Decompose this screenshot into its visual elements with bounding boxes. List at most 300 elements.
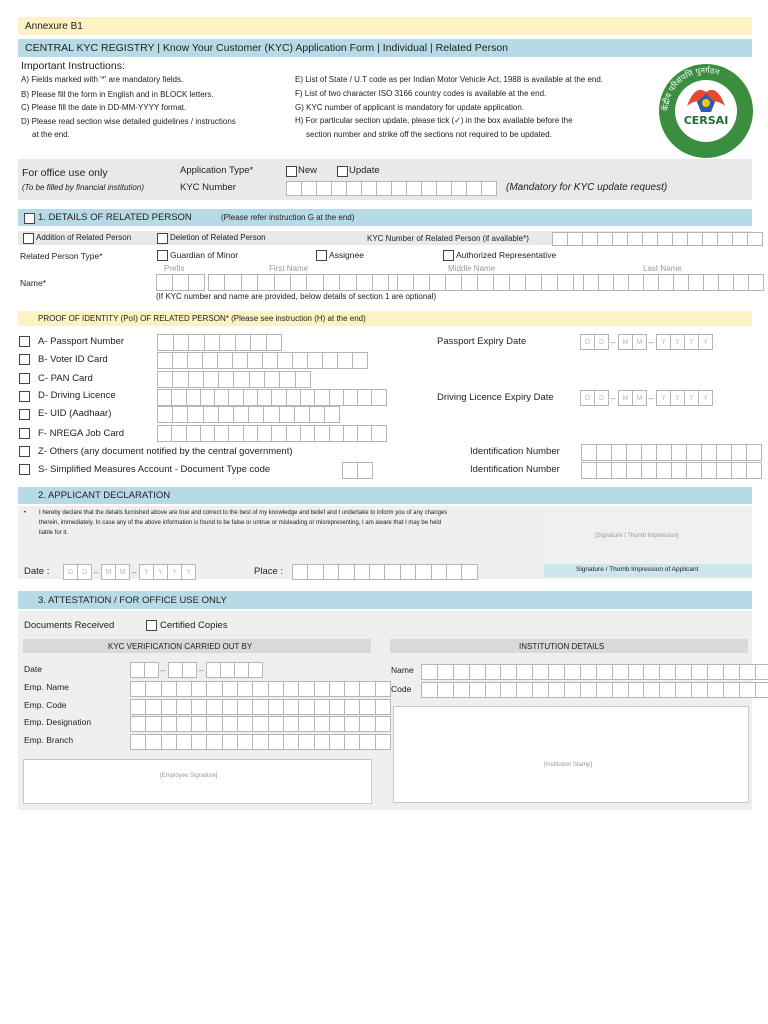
char-box[interactable] [359, 699, 375, 715]
char-box[interactable] [477, 274, 494, 291]
char-box[interactable] [241, 274, 258, 291]
char-box[interactable] [406, 181, 422, 196]
char-box[interactable] [437, 664, 454, 680]
emp-designation-input[interactable] [130, 716, 390, 732]
char-box[interactable] [172, 406, 188, 423]
char-box[interactable] [257, 389, 272, 406]
pan-input[interactable] [157, 371, 310, 388]
char-box[interactable] [481, 181, 497, 196]
middle-name-input[interactable] [397, 274, 589, 291]
char-box[interactable] [300, 425, 315, 442]
char-box[interactable] [628, 664, 645, 680]
char-box[interactable] [703, 274, 719, 291]
char-box[interactable] [627, 232, 643, 246]
char-box[interactable] [485, 664, 502, 680]
char-box[interactable] [564, 682, 581, 698]
char-box[interactable] [145, 681, 161, 697]
char-box[interactable] [307, 352, 323, 369]
char-box[interactable] [384, 564, 400, 580]
date-char-box[interactable]: D [594, 334, 609, 350]
char-box[interactable] [268, 716, 284, 732]
char-box[interactable] [731, 444, 747, 461]
date-char-box[interactable]: M [618, 390, 633, 406]
char-box[interactable] [186, 425, 201, 442]
char-box[interactable] [214, 389, 229, 406]
char-box[interactable] [357, 462, 373, 479]
char-box[interactable] [671, 462, 687, 479]
inst-code-input[interactable] [421, 682, 768, 698]
char-box[interactable] [187, 352, 203, 369]
char-box[interactable] [437, 682, 454, 698]
char-box[interactable] [344, 681, 360, 697]
date-char-box[interactable] [182, 662, 197, 678]
char-box[interactable] [233, 406, 249, 423]
date-char-box[interactable]: D [594, 390, 609, 406]
char-box[interactable] [314, 681, 330, 697]
char-box[interactable] [436, 181, 452, 196]
char-box[interactable] [597, 232, 613, 246]
char-box[interactable] [171, 425, 186, 442]
char-box[interactable] [271, 389, 286, 406]
char-box[interactable] [228, 425, 243, 442]
char-box[interactable] [268, 681, 284, 697]
date-char-box[interactable]: Y [670, 334, 685, 350]
date-char-box[interactable]: M [632, 334, 647, 350]
char-box[interactable] [421, 664, 438, 680]
char-box[interactable] [237, 699, 253, 715]
new-checkbox[interactable] [286, 166, 297, 177]
char-box[interactable] [274, 274, 291, 291]
char-box[interactable] [200, 389, 215, 406]
char-box[interactable] [343, 425, 358, 442]
char-box[interactable] [371, 425, 386, 442]
prefix-input[interactable] [156, 274, 204, 291]
char-box[interactable] [500, 664, 517, 680]
char-box[interactable] [218, 371, 234, 388]
char-box[interactable] [161, 734, 177, 750]
addition-checkbox[interactable] [23, 233, 34, 244]
char-box[interactable] [219, 334, 236, 351]
employee-signature-box[interactable] [23, 759, 372, 804]
char-box[interactable] [613, 274, 629, 291]
char-box[interactable] [485, 682, 502, 698]
char-box[interactable] [431, 564, 447, 580]
char-box[interactable] [453, 682, 470, 698]
voter-id-input[interactable] [157, 352, 367, 369]
char-box[interactable] [346, 181, 362, 196]
char-box[interactable] [343, 389, 358, 406]
date-char-box[interactable] [234, 662, 249, 678]
char-box[interactable] [755, 682, 768, 698]
char-box[interactable] [203, 371, 219, 388]
char-box[interactable] [397, 274, 414, 291]
char-box[interactable] [173, 334, 190, 351]
char-box[interactable] [657, 232, 673, 246]
char-box[interactable] [702, 232, 718, 246]
char-box[interactable] [421, 682, 438, 698]
char-box[interactable] [707, 664, 724, 680]
char-box[interactable] [739, 664, 756, 680]
place-input[interactable] [292, 564, 477, 580]
char-box[interactable] [532, 682, 549, 698]
char-box[interactable] [161, 699, 177, 715]
char-box[interactable] [290, 274, 307, 291]
char-box[interactable] [279, 406, 295, 423]
char-box[interactable] [292, 352, 308, 369]
char-box[interactable] [675, 664, 692, 680]
char-box[interactable] [359, 716, 375, 732]
char-box[interactable] [755, 664, 768, 680]
char-box[interactable] [298, 716, 314, 732]
char-box[interactable] [252, 716, 268, 732]
char-box[interactable] [469, 664, 486, 680]
passport-checkbox[interactable] [19, 336, 30, 347]
char-box[interactable] [687, 232, 703, 246]
char-box[interactable] [338, 564, 354, 580]
char-box[interactable] [252, 699, 268, 715]
char-box[interactable] [268, 734, 284, 750]
char-box[interactable] [718, 274, 734, 291]
char-box[interactable] [375, 699, 391, 715]
char-box[interactable] [186, 389, 201, 406]
char-box[interactable] [688, 274, 704, 291]
char-box[interactable] [222, 716, 238, 732]
nrega-input[interactable] [157, 425, 386, 442]
char-box[interactable] [701, 462, 717, 479]
date-char-box[interactable]: D [580, 390, 595, 406]
first-name-input[interactable] [208, 274, 405, 291]
char-box[interactable] [400, 564, 416, 580]
char-box[interactable] [203, 406, 219, 423]
char-box[interactable] [145, 716, 161, 732]
char-box[interactable] [314, 389, 329, 406]
char-box[interactable] [446, 564, 462, 580]
deletion-checkbox[interactable] [157, 233, 168, 244]
char-box[interactable] [525, 274, 542, 291]
char-box[interactable] [717, 232, 733, 246]
char-box[interactable] [581, 444, 597, 461]
char-box[interactable] [217, 352, 233, 369]
char-box[interactable] [268, 699, 284, 715]
char-box[interactable] [583, 274, 599, 291]
char-box[interactable] [701, 444, 717, 461]
char-box[interactable] [337, 352, 353, 369]
char-box[interactable] [612, 682, 629, 698]
char-box[interactable] [500, 682, 517, 698]
char-box[interactable] [172, 371, 188, 388]
char-box[interactable] [323, 274, 340, 291]
emp-date-input[interactable] [130, 662, 262, 678]
char-box[interactable] [188, 334, 205, 351]
char-box[interactable] [451, 181, 467, 196]
char-box[interactable] [357, 425, 372, 442]
voter-id-checkbox[interactable] [19, 354, 30, 365]
char-box[interactable] [371, 389, 386, 406]
date-char-box[interactable]: Y [656, 334, 671, 350]
char-box[interactable] [723, 664, 740, 680]
char-box[interactable] [691, 664, 708, 680]
date-char-box[interactable]: M [101, 564, 116, 580]
char-box[interactable] [509, 274, 526, 291]
date-char-box[interactable]: Y [139, 564, 154, 580]
certified-copies-checkbox[interactable] [146, 620, 157, 631]
char-box[interactable] [306, 274, 323, 291]
emp-name-input[interactable] [130, 681, 390, 697]
char-box[interactable] [413, 274, 430, 291]
char-box[interactable] [286, 425, 301, 442]
char-box[interactable] [206, 681, 222, 697]
char-box[interactable] [723, 682, 740, 698]
char-box[interactable] [314, 425, 329, 442]
char-box[interactable] [300, 389, 315, 406]
char-box[interactable] [257, 274, 274, 291]
char-box[interactable] [626, 462, 642, 479]
char-box[interactable] [361, 181, 377, 196]
char-box[interactable] [344, 699, 360, 715]
char-box[interactable] [277, 352, 293, 369]
dl-expiry-input[interactable] [580, 390, 712, 406]
char-box[interactable] [596, 444, 612, 461]
char-box[interactable] [564, 664, 581, 680]
char-box[interactable] [243, 389, 258, 406]
char-box[interactable] [552, 232, 568, 246]
char-box[interactable] [295, 371, 311, 388]
char-box[interactable] [445, 274, 462, 291]
char-box[interactable] [329, 389, 344, 406]
char-box[interactable] [375, 716, 391, 732]
char-box[interactable] [237, 681, 253, 697]
passport-number-input[interactable] [157, 334, 281, 351]
char-box[interactable] [157, 352, 173, 369]
char-box[interactable] [354, 564, 370, 580]
char-box[interactable] [263, 406, 279, 423]
char-box[interactable] [292, 564, 308, 580]
char-box[interactable] [298, 734, 314, 750]
char-box[interactable] [262, 352, 278, 369]
char-box[interactable] [461, 274, 478, 291]
char-box[interactable] [202, 352, 218, 369]
char-box[interactable] [656, 462, 672, 479]
driving-licence-input[interactable] [157, 389, 386, 406]
char-box[interactable] [228, 389, 243, 406]
char-box[interactable] [145, 699, 161, 715]
char-box[interactable] [493, 274, 510, 291]
char-box[interactable] [469, 682, 486, 698]
passport-expiry-input[interactable] [580, 334, 712, 350]
char-box[interactable] [686, 462, 702, 479]
char-box[interactable] [171, 389, 186, 406]
char-box[interactable] [283, 699, 299, 715]
char-box[interactable] [157, 389, 172, 406]
char-box[interactable] [250, 334, 267, 351]
simplified-checkbox[interactable] [19, 464, 30, 475]
char-box[interactable] [130, 699, 146, 715]
char-box[interactable] [628, 682, 645, 698]
last-name-input[interactable] [583, 274, 763, 291]
section1-checkbox[interactable] [24, 213, 35, 224]
char-box[interactable] [323, 564, 339, 580]
char-box[interactable] [612, 664, 629, 680]
date-char-box[interactable]: Y [684, 390, 699, 406]
char-box[interactable] [567, 232, 583, 246]
date-char-box[interactable]: D [77, 564, 92, 580]
char-box[interactable] [206, 699, 222, 715]
char-box[interactable] [731, 462, 747, 479]
char-box[interactable] [580, 682, 597, 698]
char-box[interactable] [309, 406, 325, 423]
char-box[interactable] [264, 371, 280, 388]
others-ident-input[interactable] [581, 444, 761, 461]
nrega-checkbox[interactable] [19, 428, 30, 439]
char-box[interactable] [161, 716, 177, 732]
char-box[interactable] [161, 681, 177, 697]
char-box[interactable] [156, 274, 173, 291]
date-char-box[interactable]: D [580, 334, 595, 350]
char-box[interactable] [673, 274, 689, 291]
char-box[interactable] [344, 734, 360, 750]
kyc-number-input[interactable] [286, 181, 496, 196]
date-char-box[interactable]: M [632, 390, 647, 406]
char-box[interactable] [191, 734, 207, 750]
char-box[interactable] [243, 425, 258, 442]
char-box[interactable] [643, 664, 660, 680]
date-char-box[interactable]: Y [670, 390, 685, 406]
char-box[interactable] [612, 232, 628, 246]
char-box[interactable] [145, 734, 161, 750]
char-box[interactable] [707, 682, 724, 698]
date-char-box[interactable] [130, 662, 145, 678]
char-box[interactable] [279, 371, 295, 388]
char-box[interactable] [541, 274, 558, 291]
char-box[interactable] [532, 664, 549, 680]
char-box[interactable] [747, 232, 763, 246]
char-box[interactable] [298, 699, 314, 715]
pan-checkbox[interactable] [19, 373, 30, 384]
char-box[interactable] [257, 425, 272, 442]
doc-type-code-input[interactable] [342, 462, 372, 479]
date-char-box[interactable] [206, 662, 221, 678]
date-char-box[interactable]: Y [167, 564, 182, 580]
char-box[interactable] [191, 681, 207, 697]
char-box[interactable] [329, 734, 345, 750]
date-char-box[interactable]: Y [153, 564, 168, 580]
char-box[interactable] [329, 716, 345, 732]
char-box[interactable] [232, 352, 248, 369]
institution-stamp-box[interactable] [393, 706, 749, 803]
inst-name-input[interactable] [421, 664, 768, 680]
char-box[interactable] [237, 716, 253, 732]
char-box[interactable] [191, 699, 207, 715]
char-box[interactable] [314, 734, 330, 750]
char-box[interactable] [294, 406, 310, 423]
char-box[interactable] [429, 274, 446, 291]
char-box[interactable] [252, 681, 268, 697]
char-box[interactable] [716, 462, 732, 479]
date-char-box[interactable]: Y [656, 390, 671, 406]
char-box[interactable] [611, 444, 627, 461]
char-box[interactable] [331, 181, 347, 196]
char-box[interactable] [643, 682, 660, 698]
date-char-box[interactable] [248, 662, 263, 678]
char-box[interactable] [356, 274, 373, 291]
char-box[interactable] [130, 681, 146, 697]
char-box[interactable] [314, 699, 330, 715]
char-box[interactable] [641, 444, 657, 461]
related-kyc-input[interactable] [552, 232, 762, 246]
char-box[interactable] [548, 664, 565, 680]
char-box[interactable] [596, 664, 613, 680]
authorized-checkbox[interactable] [443, 250, 454, 261]
char-box[interactable] [271, 425, 286, 442]
date-char-box[interactable] [220, 662, 235, 678]
char-box[interactable] [415, 564, 431, 580]
char-box[interactable] [298, 681, 314, 697]
char-box[interactable] [339, 274, 356, 291]
char-box[interactable] [329, 699, 345, 715]
char-box[interactable] [329, 425, 344, 442]
char-box[interactable] [176, 716, 192, 732]
char-box[interactable] [130, 734, 146, 750]
char-box[interactable] [248, 406, 264, 423]
char-box[interactable] [369, 564, 385, 580]
emp-code-input[interactable] [130, 699, 390, 715]
char-box[interactable] [222, 734, 238, 750]
date-char-box[interactable]: Y [181, 564, 196, 580]
char-box[interactable] [359, 734, 375, 750]
char-box[interactable] [204, 334, 221, 351]
char-box[interactable] [314, 716, 330, 732]
char-box[interactable] [626, 444, 642, 461]
char-box[interactable] [739, 682, 756, 698]
char-box[interactable] [187, 406, 203, 423]
char-box[interactable] [580, 664, 597, 680]
char-box[interactable] [214, 425, 229, 442]
char-box[interactable] [188, 274, 205, 291]
char-box[interactable] [746, 462, 762, 479]
declaration-date-input[interactable] [63, 564, 195, 580]
char-box[interactable] [208, 274, 225, 291]
char-box[interactable] [642, 232, 658, 246]
char-box[interactable] [176, 681, 192, 697]
char-box[interactable] [672, 232, 688, 246]
char-box[interactable] [222, 681, 238, 697]
char-box[interactable] [359, 681, 375, 697]
char-box[interactable] [176, 699, 192, 715]
char-box[interactable] [372, 274, 389, 291]
char-box[interactable] [324, 406, 340, 423]
char-box[interactable] [596, 462, 612, 479]
char-box[interactable] [748, 274, 764, 291]
char-box[interactable] [188, 371, 204, 388]
char-box[interactable] [316, 181, 332, 196]
char-box[interactable] [643, 274, 659, 291]
date-char-box[interactable]: Y [698, 390, 713, 406]
char-box[interactable] [222, 699, 238, 715]
char-box[interactable] [516, 664, 533, 680]
char-box[interactable] [376, 181, 392, 196]
char-box[interactable] [157, 371, 173, 388]
char-box[interactable] [659, 682, 676, 698]
char-box[interactable] [252, 734, 268, 750]
simplified-ident-input[interactable] [581, 462, 761, 479]
char-box[interactable] [247, 352, 263, 369]
char-box[interactable] [235, 334, 252, 351]
char-box[interactable] [357, 389, 372, 406]
char-box[interactable] [283, 716, 299, 732]
char-box[interactable] [659, 664, 676, 680]
emp-branch-input[interactable] [130, 734, 390, 750]
char-box[interactable] [548, 682, 565, 698]
